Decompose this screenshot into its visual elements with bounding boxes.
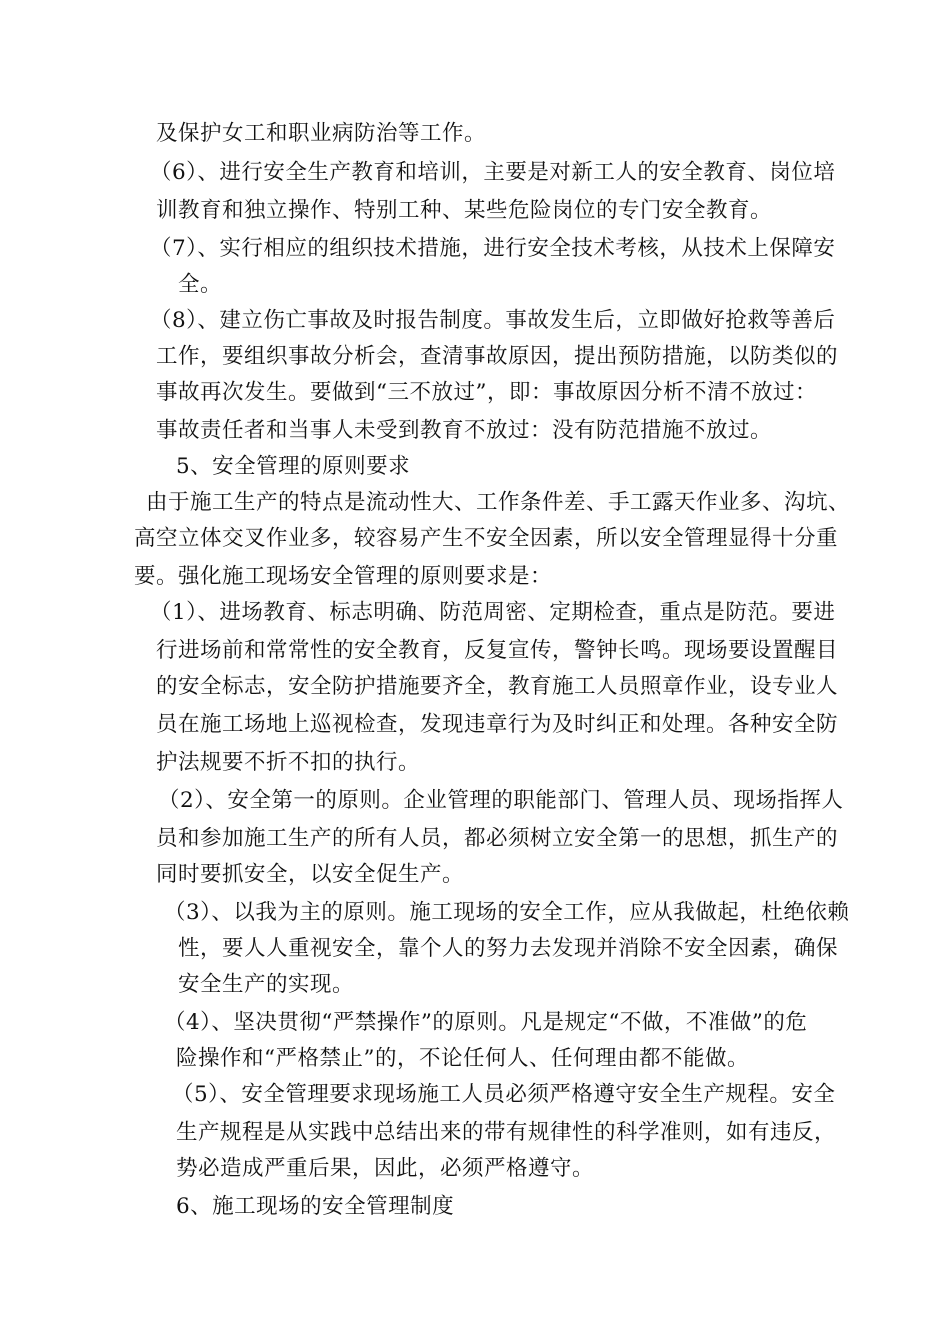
text-line-3: 训教育和独立操作、特别工种、某些危险岗位的专门安全教育。	[156, 198, 773, 223]
text-line-16: 的安全标志，安全防护措施要齐全，教育施工人员照章作业，设专业人	[156, 674, 839, 699]
text-line-7: 工作，要组织事故分析会，查清事故原因，提出预防措施，以防类似的	[156, 344, 839, 369]
text-line-17: 员在施工场地上巡视检查，发现违章行为及时纠正和处理。各种安全防	[156, 712, 839, 737]
section-heading-6: 6、施工现场的安全管理制度	[176, 1194, 455, 1219]
text-line-15: 行进场前和常常性的安全教育，反复宣传，警钟长鸣。现场要设置醒目	[156, 638, 839, 663]
text-line-5: 全。	[178, 272, 223, 297]
text-line-23: 性，要人人重视安全，靠个人的努力去发现并消除不安全因素，确保	[178, 936, 839, 961]
text-line-1: 及保护女工和职业病防治等工作。	[156, 121, 487, 146]
text-line-13: 要。强化施工现场安全管理的原则要求是：	[134, 564, 553, 589]
text-line-2: （6）、进行安全生产教育和培训，主要是对新工人的安全教育、岗位培	[150, 160, 836, 185]
text-line-14: （1）、进场教育、标志明确、防范周密、定期检查，重点是防范。要进	[150, 600, 836, 625]
text-line-9: 事故责任者和当事人未受到教育不放过：没有防范措施不放过。	[156, 418, 773, 443]
text-line-19: （2）、安全第一的原则。企业管理的职能部门、管理人员、现场指挥人	[158, 788, 844, 813]
text-line-11: 由于施工生产的特点是流动性大、工作条件差、手工露天作业多、沟坑、	[146, 490, 851, 515]
text-line-21: 同时要抓安全，以安全促生产。	[156, 862, 465, 887]
text-line-25: （4）、坚决贯彻“严禁操作”的原则。凡是规定“不做，不准做”的危	[164, 1010, 808, 1035]
text-line-28: 生产规程是从实践中总结出来的带有规律性的科学准则，如有违反，	[176, 1120, 837, 1145]
text-line-18: 护法规要不折不扣的执行。	[156, 750, 421, 775]
section-heading-5: 5、安全管理的原则要求	[176, 454, 411, 479]
text-line-4: （7）、实行相应的组织技术措施，进行安全技术考核，从技术上保障安	[150, 236, 836, 261]
text-line-8: 事故再次发生。要做到“三不放过”，即：事故原因分析不清不放过：	[156, 380, 817, 405]
text-line-6: （8）、建立伤亡事故及时报告制度。事故发生后，立即做好抢救等善后	[150, 308, 836, 333]
text-line-20: 员和参加施工生产的所有人员，都必须树立安全第一的思想，抓生产的	[156, 826, 839, 851]
text-line-26: 险操作和“严格禁止”的，不论任何人、任何理由都不能做。	[176, 1046, 749, 1071]
text-line-24: 安全生产的实现。	[178, 972, 355, 997]
text-line-27: （5）、安全管理要求现场施工人员必须严格遵守安全生产规程。安全	[172, 1082, 836, 1107]
text-line-22: （3）、以我为主的原则。施工现场的安全工作，应从我做起，杜绝依赖	[164, 900, 850, 925]
text-line-29: 势必造成严重后果，因此，必须严格遵守。	[176, 1156, 595, 1181]
text-line-12: 高空立体交叉作业多，较容易产生不安全因素，所以安全管理显得十分重	[134, 526, 839, 551]
